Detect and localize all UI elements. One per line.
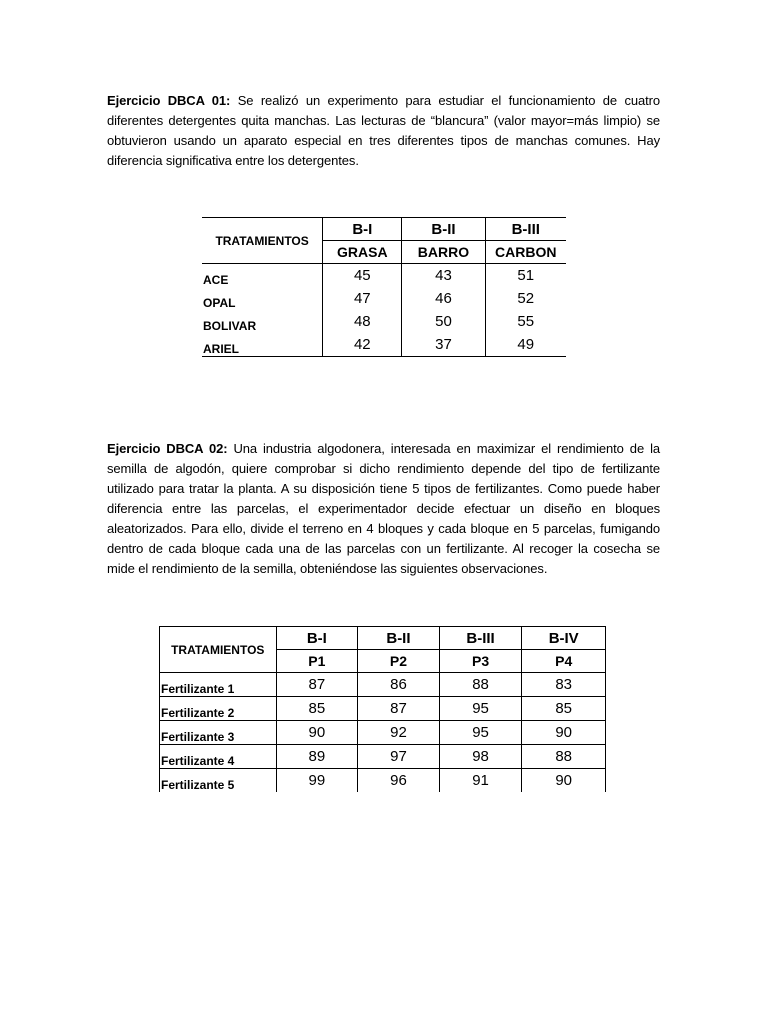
table-cell: 50 (402, 310, 485, 333)
exercise-2-text: Una industria algodonera, interesada en maximizar el rendimiento de la semilla de algodón, quiere comprobar si dicho rendimiento depende del tipo de fertilizante utilizado para tratar la planta. A su disposición tiene 5 tipos de fertilizantes. Como puede haber diferencia entre las parcelas, el experimentador decide efectuar un diseño en bloques aleatorizados. Para ello, divide el terreno en 4 bloques y cada bloque en 5 parcelas, fumigando dentro de cada bloque cada una de las parcelas con un fertilizante. Al recoger la cosecha se mide el rendimiento de la semilla, obteniéndose las siguientes observaciones. (107, 441, 660, 576)
sub-header: P2 (358, 650, 440, 673)
table-cell: 86 (358, 673, 440, 697)
table-cell: 85 (522, 697, 606, 721)
table-row (160, 697, 606, 721)
table-row (202, 287, 566, 310)
row-label: Fertilizante 1 (160, 673, 277, 697)
block-header: B-IV (522, 627, 606, 650)
table-row (202, 310, 566, 333)
exercise-1-table (202, 217, 566, 357)
table-cell: 55 (485, 310, 566, 333)
sub-header: P4 (522, 650, 606, 673)
table-cell: 45 (323, 264, 402, 288)
row-label: Fertilizante 2 (160, 697, 277, 721)
table-cell: 95 (439, 721, 522, 745)
exercise-1-paragraph (107, 91, 660, 171)
table-cell: 51 (485, 264, 566, 288)
table-row (202, 333, 566, 357)
table-cell: 43 (402, 264, 485, 288)
table-cell: 91 (439, 769, 522, 793)
table-cell: 52 (485, 287, 566, 310)
treatment-header: TRATAMIENTOS (202, 218, 323, 264)
table-cell: 83 (522, 673, 606, 697)
table-cell: 95 (439, 697, 522, 721)
table-cell: 47 (323, 287, 402, 310)
table-cell: 48 (323, 310, 402, 333)
table-row (160, 721, 606, 745)
table-cell: 85 (276, 697, 358, 721)
table-cell: 92 (358, 721, 440, 745)
table-cell: 46 (402, 287, 485, 310)
block-header: B-II (358, 627, 440, 650)
row-label: OPAL (203, 296, 236, 310)
table-cell: 90 (522, 769, 606, 793)
treatment-header: TRATAMIENTOS (160, 627, 277, 673)
sub-header: P3 (439, 650, 522, 673)
table-row (160, 673, 606, 697)
row-label: ACE (203, 273, 229, 287)
table-cell: 88 (439, 673, 522, 697)
table-cell: 97 (358, 745, 440, 769)
table-cell: 42 (323, 333, 402, 357)
block-header: B-III (485, 218, 566, 241)
row-label: BOLIVAR (203, 319, 257, 333)
table-cell: 37 (402, 333, 485, 357)
exercise-2-title: Ejercicio DBCA 02: (107, 441, 228, 456)
block-header: B-I (276, 627, 358, 650)
table-cell: 96 (358, 769, 440, 793)
table-row (160, 745, 606, 769)
block-header: B-II (402, 218, 485, 241)
table-cell: 98 (439, 745, 522, 769)
row-label: Fertilizante 4 (160, 745, 277, 769)
table-cell: 90 (276, 721, 358, 745)
sub-header: CARBON (485, 241, 566, 264)
table-cell: 99 (276, 769, 358, 793)
row-label: ARIEL (203, 342, 239, 356)
table-cell: 90 (522, 721, 606, 745)
table-cell: 87 (358, 697, 440, 721)
block-header: B-III (439, 627, 522, 650)
exercise-1-title: Ejercicio DBCA 01: (107, 93, 231, 108)
table-cell: 88 (522, 745, 606, 769)
table-cell: 89 (276, 745, 358, 769)
table-cell: 49 (485, 333, 566, 357)
sub-header: BARRO (402, 241, 485, 264)
sub-header: GRASA (323, 241, 402, 264)
exercise-1-text: Se realizó un experimento para estudiar el funcionamiento de cuatro diferentes detergentes quita manchas. Las lecturas de “blancura” (valor mayor=más limpio) se obtuvieron usando un aparato especial en tres diferentes tipos de manchas comunes. Hay diferencia significativa entre los detergentes. (107, 93, 660, 168)
table-row (202, 264, 566, 288)
exercise-2-paragraph (107, 439, 660, 579)
sub-header: P1 (276, 650, 358, 673)
table-cell: 87 (276, 673, 358, 697)
table-row (160, 769, 606, 793)
exercise-2-table (159, 626, 606, 792)
block-header: B-I (323, 218, 402, 241)
row-label: Fertilizante 5 (160, 769, 277, 793)
row-label: Fertilizante 3 (160, 721, 277, 745)
